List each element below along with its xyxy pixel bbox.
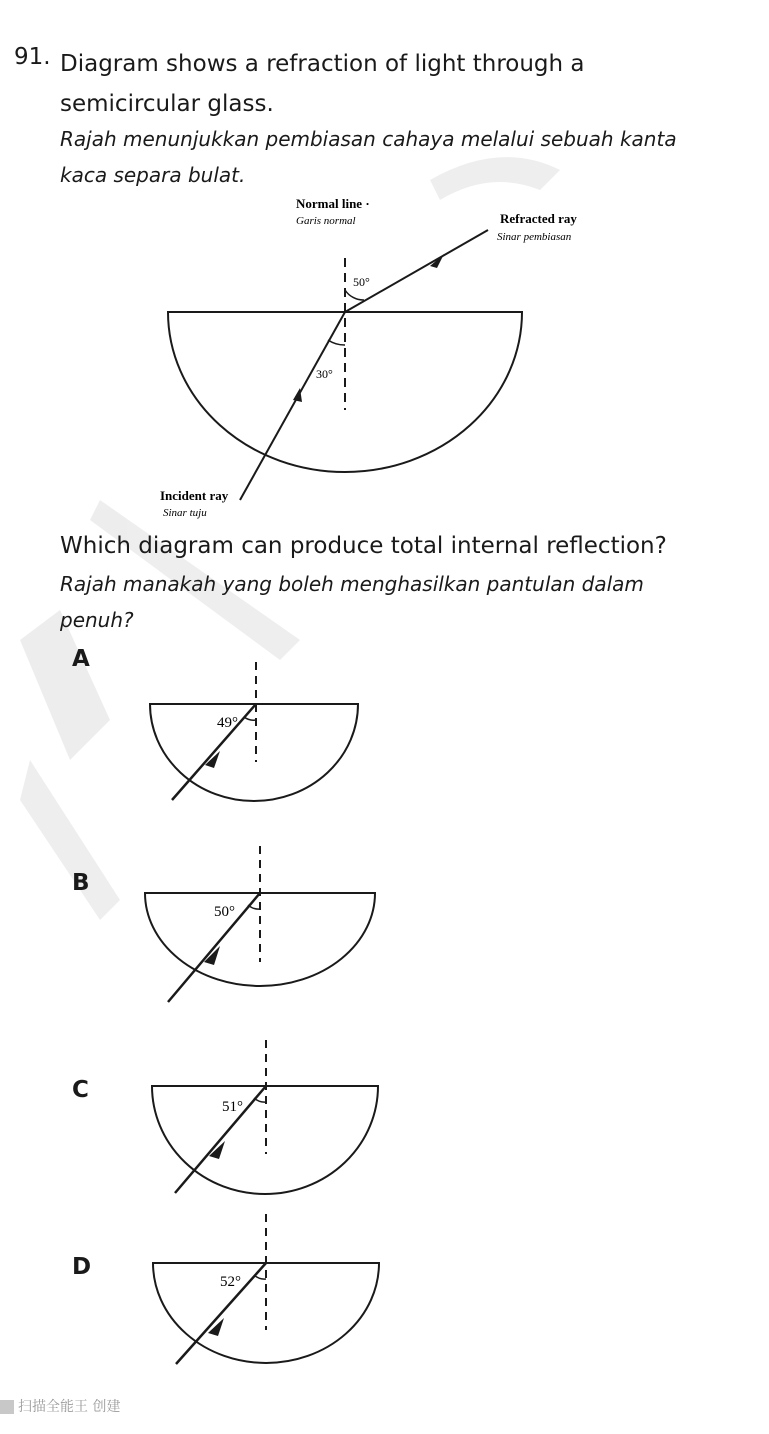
refraction-angle-arc [345, 290, 364, 300]
option-c-letter[interactable]: C [72, 1077, 89, 1103]
normal-label-en: Normal line · [296, 196, 370, 211]
question-stem-en: Diagram shows a refraction of light through a semicircular glass. [60, 51, 585, 117]
question-stem-ms: Rajah menunjukkan pembiasan cahaya melalui sebuah kanta kaca separa bulat. [60, 127, 677, 187]
option-c-diagram [152, 1040, 378, 1194]
normal-label-ms: Garis normal [296, 215, 356, 227]
option-b-angle: 50° [214, 904, 235, 920]
option-a-diagram [150, 662, 358, 801]
main-diagram [160, 196, 577, 519]
question-number: 91. [14, 44, 51, 70]
option-a-letter[interactable]: A [72, 646, 90, 672]
incidence-angle-arc [328, 340, 345, 345]
refracted-label-ms: Sinar pembiasan [497, 231, 572, 243]
incident-label-ms: Sinar tuju [163, 507, 207, 519]
option-a-angle: 49° [217, 715, 238, 731]
option-d-letter[interactable]: D [72, 1254, 92, 1280]
option-b-diagram [145, 846, 375, 1002]
option-b-letter[interactable]: B [72, 870, 90, 896]
question-ms: Rajah manakah yang boleh menghasilkan pantulan dalam penuh? [60, 572, 644, 632]
scanner-text: 扫描全能王 创建 [18, 1399, 121, 1415]
refraction-angle-label: 50° [353, 275, 370, 289]
question-en: Which diagram can produce total internal reflection? [60, 533, 667, 559]
option-d-diagram [153, 1214, 379, 1364]
scanner-logo-icon [0, 1400, 14, 1414]
refracted-label-en: Refracted ray [500, 211, 577, 226]
refracted-ray [345, 230, 488, 312]
option-c-angle: 51° [222, 1099, 243, 1115]
incident-label-en: Incident ray [160, 488, 229, 503]
scanner-footer [0, 1396, 120, 1416]
option-d-angle: 52° [220, 1274, 241, 1290]
incidence-angle-label: 30° [316, 367, 333, 381]
